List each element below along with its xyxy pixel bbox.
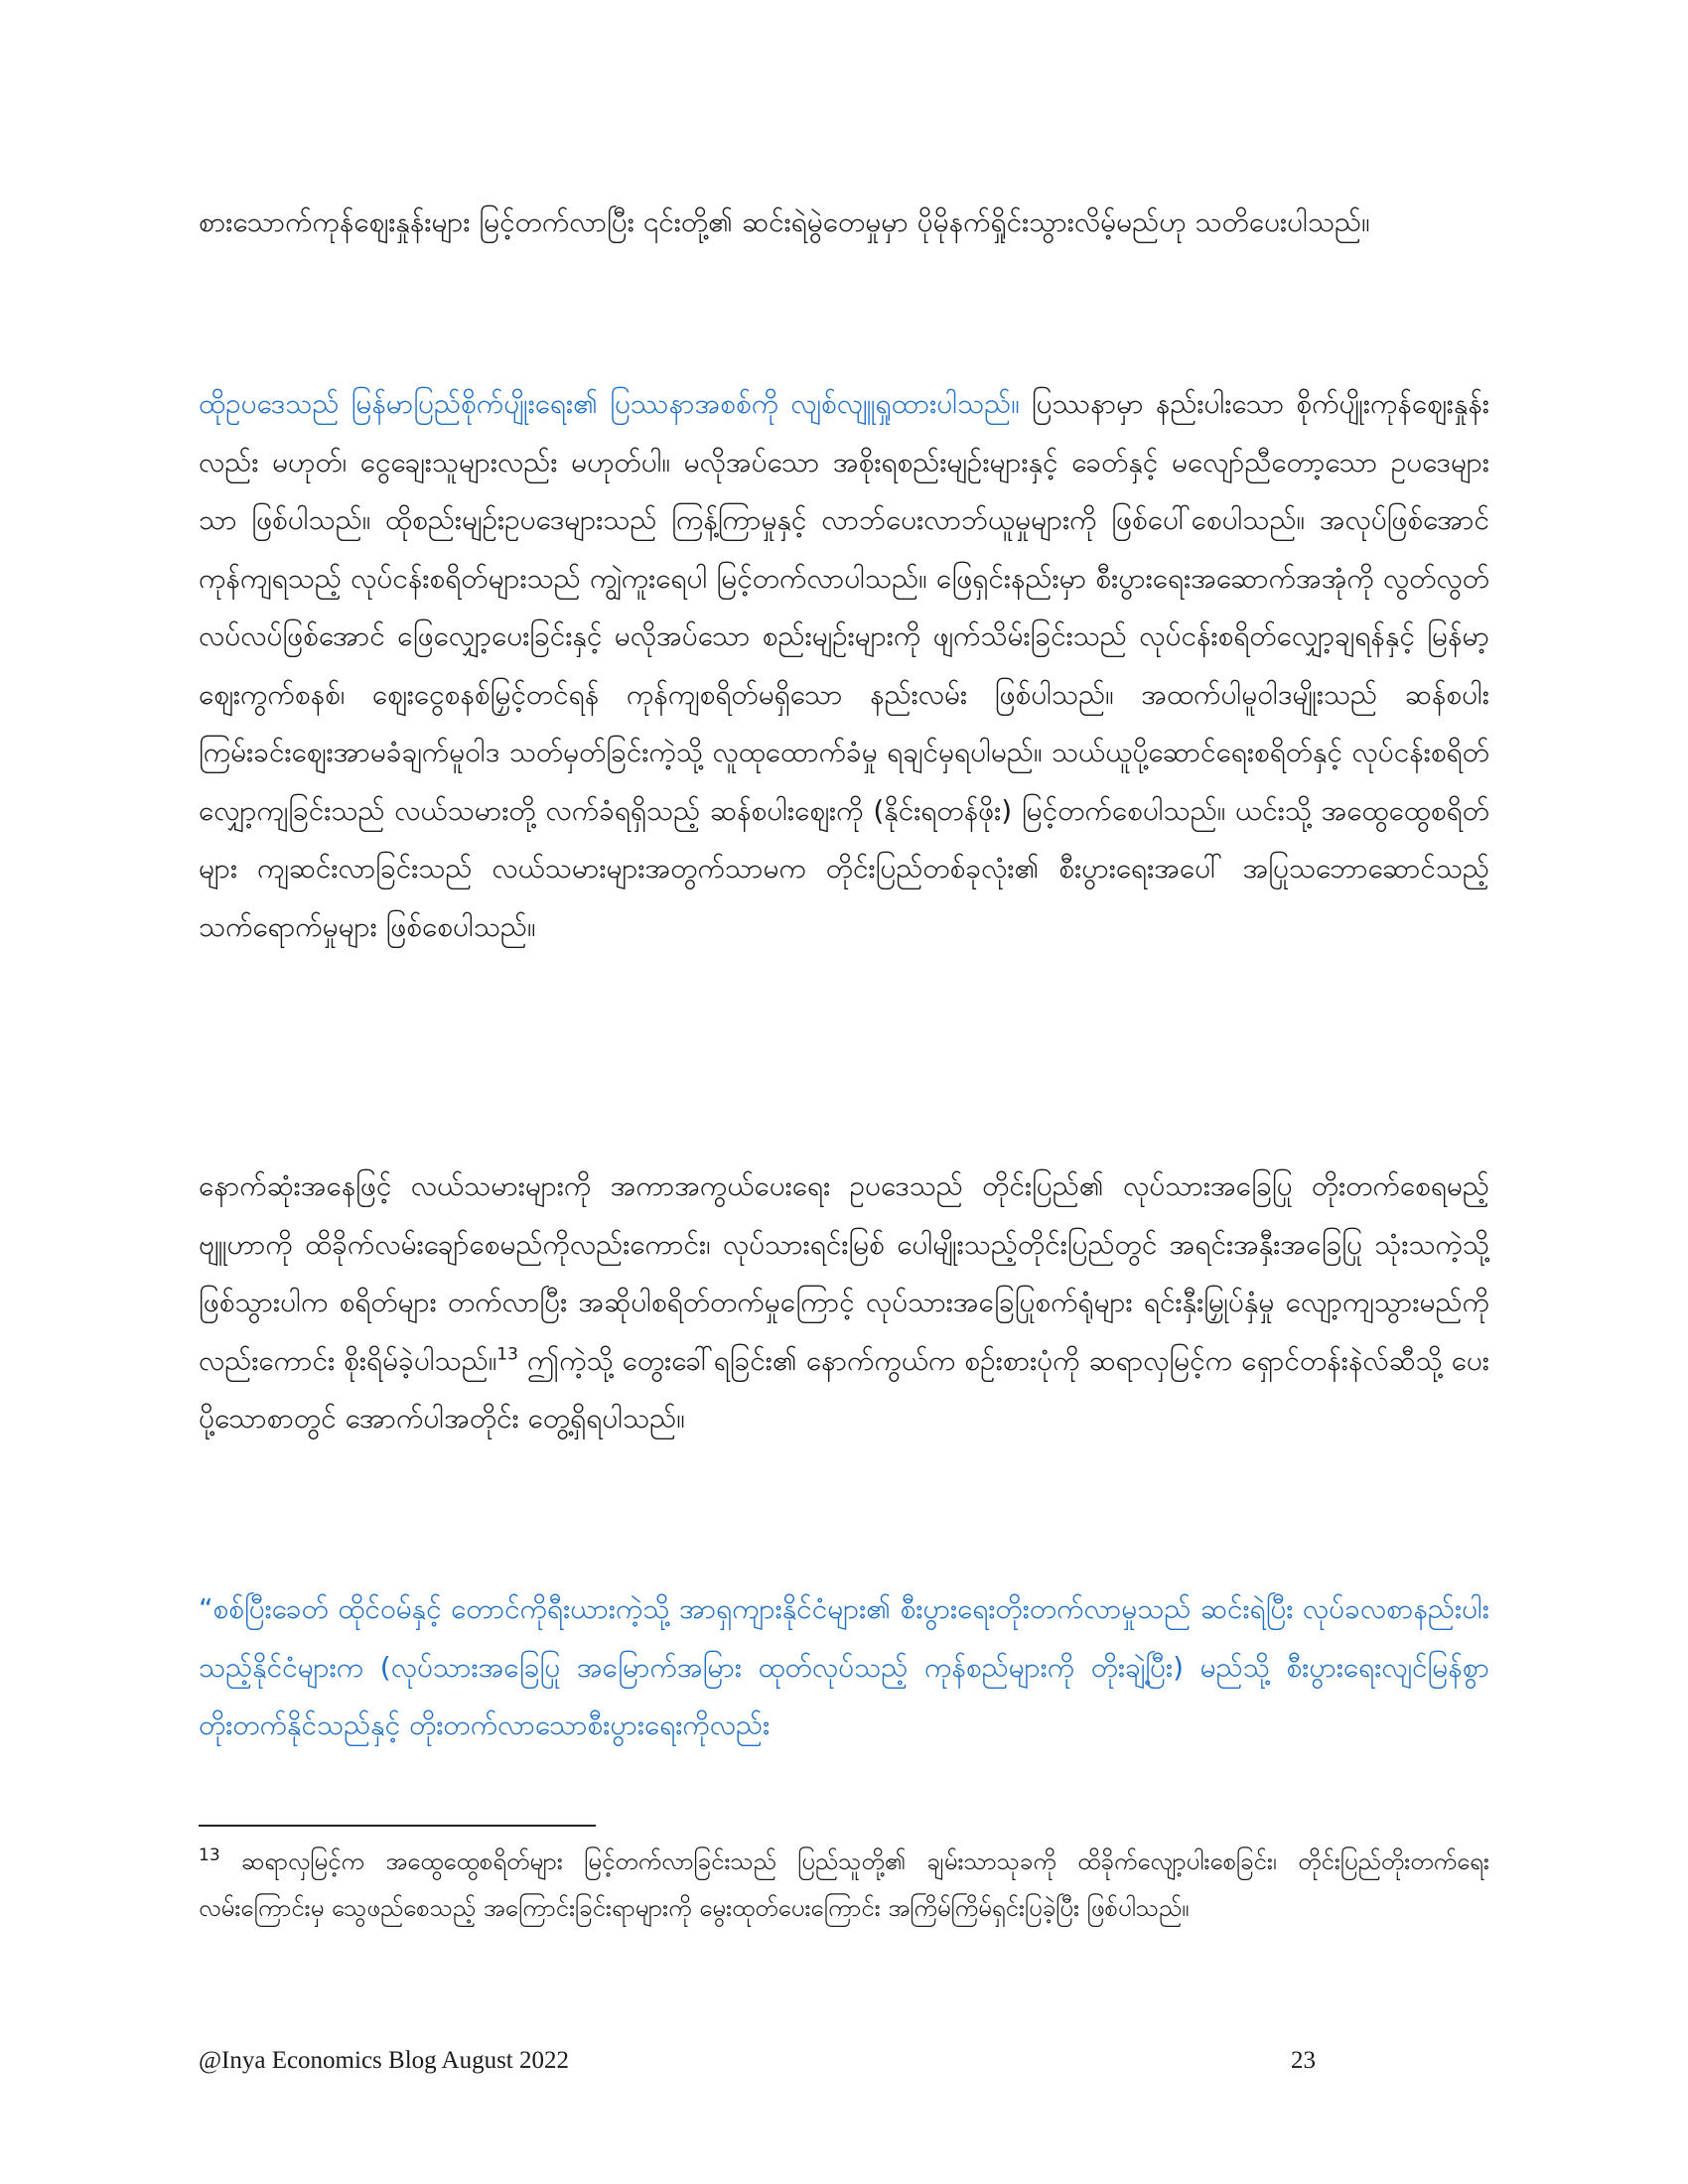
paragraph-1-text: စားသောက်ကုန်ဈေးနှုန်းများ မြင့်တက်လာပြီး ၎င်းတို့၏ ဆင်းရဲမွဲတေမှုမှာ ပိုမိုနက်ရှိုင်းသွားလိမ့်မည်ဟု သတိပေးပါသည်။ bbox=[199, 205, 1370, 238]
footnote-text: ဆရာလှမြင့်က အထွေထွေစရိတ်များ မြင့်တက်လာခြင်းသည် ပြည်သူတို့၏ ချမ်းသာသုခကို ထိခိုက်လျော့ပါးစေခြင်း၊ တိုင်းပြည်တိုးတက်ရေးလမ်းကြောင်းမှ သွေဖည်စေသည့် အကြောင်းခြင်းရာများကို မွေးထုတ်ပေးကြောင်း အကြိမ်ကြိမ်ရှင်းပြခဲ့ပြီး ဖြစ်ပါသည်။ bbox=[199, 1847, 1489, 1922]
quote-text: “စစ်ပြီးခေတ် ထိုင်ဝမ်နှင့် တောင်ကိုရီးယားကဲ့သို့ အာရှကျားနိုင်ငံများ၏ စီးပွားရေးတိုးတက်လာမှုသည် ဆင်းရဲပြီး လုပ်ခလစာနည်းပါးသည့်နိုင်ငံများက (လုပ်သားအခြေပြု အမြောက်အမြား ထုတ်လုပ်သည့် ကုန်စည်များကို တိုးချဲ့ပြီး) မည်သို့ စီးပွားရေးလျင်မြန်စွာ တိုးတက်နိုင်သည်နှင့် တိုးတက်လာသောစီးပွားရေးကိုလည်း bbox=[199, 1592, 1489, 1741]
paragraph-3-text-b: ဤကဲ့သို့ တွေးခေါ်ရခြင်း၏ နောက်ကွယ်က စဉ်းစားပုံကို ဆရာလှမြင့်က ရှောင်တန်းနဲလ်ဆီသို့ ပေးပို့သောစာတွင် အောက်ပါအတိုင်း တွေ့ရှိရပါသည်။ bbox=[199, 1343, 1489, 1434]
paragraph-2-text: ပြဿနာမှာ နည်းပါးသော စိုက်ပျိုးကုန်ဈေးနှုန်းလည်း မဟုတ်၊ ငွေချေးသူများလည်း မဟုတ်ပါ။ မလိုအပ်သော အစိုးရစည်းမျဉ်းများနှင့် ခေတ်နှင့် မလျော်ညီတော့သော ဥပဒေများသာ ဖြစ်ပါသည်။ ထိုစည်းမျဉ်းဥပဒေများသည် ကြန့်ကြာမှုနှင့် လာဘ်ပေးလာဘ်ယူမှုများကို ဖြစ်ပေါ်စေပါသည်။ အလုပ်ဖြစ်အောင် ကုန်ကျရသည့် လုပ်ငန်းစရိတ်များသည် ကျွဲကူးရေပါ မြင့်တက်လာပါသည်။ ဖြေရှင်းနည်းမှာ စီးပွားရေးအဆောက်အအုံကို လွတ်လွတ်လပ်လပ်ဖြစ်အောင် ဖြေလျှော့ပေးခြင်းနှင့် မလိုအပ်သော စည်းမျဉ်းများကို ဖျက်သိမ်းခြင်းသည် လုပ်ငန်းစရိတ်လျှော့ချရန်နှင့် မြန်မာ့ဈေးကွက်စနစ်၊ ဈေးငွေစနစ်မြှင့်တင်ရန် ကုန်ကျစရိတ်မရှိသော နည်းလမ်း ဖြစ်ပါသည်။ အထက်ပါမူဝါဒမျိုးသည် ဆန်စပါးကြမ်းခင်းဈေးအာမခံချက်မူဝါဒ သတ်မှတ်ခြင်းကဲ့သို့ လူထုထောက်ခံမှု ရချင်မှရပါမည်။ သယ်ယူပို့ဆောင်ရေးစရိတ်နှင့် လုပ်ငန်းစရိတ်လျှော့ကျခြင်းသည် လယ်သမားတို့ လက်ခံရရှိသည့် ဆန်စပါးဈေးကို (နိုင်းရတန်ဖိုး) မြင့်တက်စေပါသည်။ ယင်းသို့ အထွေထွေစရိတ်များ ကျဆင်းလာခြင်းသည် လယ်သမားများအတွက်သာမက တိုင်းပြည်တစ်ခုလုံး၏ စီးပွားရေးအပေါ် အပြုသဘောဆောင်သည့် သက်ရောက်မှုများ ဖြစ်စေပါသည်။ bbox=[199, 387, 1489, 943]
paragraph-3-text-a: နောက်ဆုံးအနေဖြင့် လယ်သမားများကို အကာအကွယ်ပေးရေး ဥပဒေသည် တိုင်းပြည်၏ လုပ်သားအခြေပြု တိုးတက်စေရမည့် ဗျူဟာကို ထိခိုက်လမ်းချော်စေမည်ကိုလည်းကောင်း၊ လုပ်သားရင်းမြစ် ပေါမျိုးသည့်တိုင်းပြည်တွင် အရင်းအနှီးအခြေပြု သုံးသကဲ့သို့ ဖြစ်သွားပါက စရိတ်များ တက်လာပြီး အဆိုပါစရိတ်တက်မှုကြောင့် လုပ်သားအခြေပြုစက်ရုံများ ရင်းနှီးမြှုပ်နှံမှု လျော့ကျသွားမည်ကိုလည်းကောင်း စိုးရိမ်ခဲ့ပါသည်။ bbox=[199, 1169, 1489, 1377]
footnote-reference[interactable]: 13 bbox=[496, 1344, 518, 1365]
paragraph-2 bbox=[199, 375, 1489, 956]
page-number: 23 bbox=[1291, 2047, 1316, 2074]
footnote-divider bbox=[199, 1825, 596, 1827]
quote-paragraph bbox=[199, 1580, 1489, 1755]
footer-source: @Inya Economics Blog August 2022 bbox=[199, 2047, 569, 2074]
footnote bbox=[199, 1839, 1489, 1932]
paragraph-3 bbox=[199, 1158, 1489, 1448]
paragraph-2-highlight: ထိုဥပဒေသည် မြန်မာပြည်စိုက်ပျိုးရေး၏ ပြဿနာအစစ်ကို လျစ်လျူရှုထားပါသည်။ bbox=[199, 387, 1020, 420]
footnote-number: 13 bbox=[199, 1845, 220, 1865]
paragraph-1 bbox=[199, 194, 1489, 252]
